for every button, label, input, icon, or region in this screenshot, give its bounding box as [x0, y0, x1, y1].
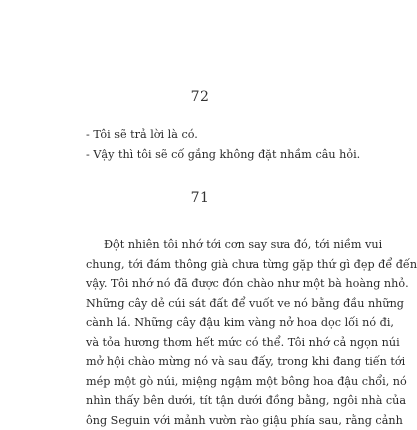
dialogue-line: - Vậy thì tôi sẽ cố gắng không đặt nhầm câu hỏi. [86, 145, 366, 165]
paragraph-line: nhìn thấy bên dưới, tít tận dưới đồng bằng, ngôi nhà của [86, 391, 386, 411]
chapter-number-71: 71 [0, 190, 400, 206]
paragraph-line: và tỏa hương thơm hết mức có thể. Tôi nhớ cả ngọn núi [86, 333, 386, 353]
chapter-71-paragraph [86, 235, 386, 430]
paragraph-line: vậy. Tôi nhớ nó đã được đón chào như một bà hoàng nhỏ. [86, 274, 386, 294]
dialogue-line: - Tôi sẽ trả lời là có. [86, 125, 366, 145]
dialogue-block [86, 125, 366, 165]
paragraph-line: chung, tới đám thông già chưa từng gặp thứ gì đẹp để đến [86, 255, 386, 275]
paragraph-line: mép một gò núi, miệng ngậm một bông hoa đậu chổi, nó [86, 372, 386, 392]
paragraph-line: Những cây dẻ cúi sát đất để vuốt ve nó bằng đầu những [86, 294, 386, 314]
paragraph-line: ông Seguin với mảnh vườn rào giậu phía sau, rằng cảnh [86, 411, 386, 430]
paragraph-line: Đột nhiên tôi nhớ tới cơn say sưa đó, tới niềm vui [86, 235, 386, 255]
chapter-number-72: 72 [0, 89, 400, 105]
paragraph-line: cành lá. Những cây đậu kim vàng nở hoa dọc lối nó đi, [86, 313, 386, 333]
paragraph-line: mở hội chào mừng nó và sau đấy, trong khi đang tiến tới [86, 352, 386, 372]
